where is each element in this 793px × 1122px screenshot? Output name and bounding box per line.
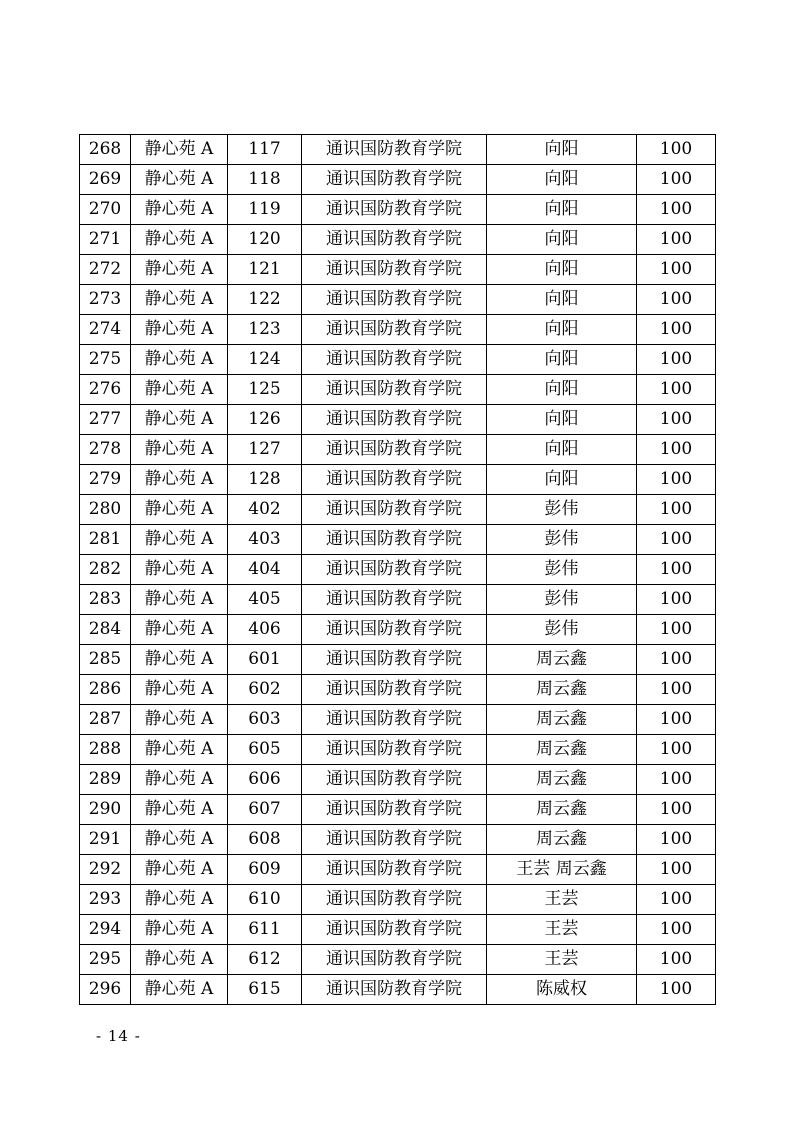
person-cell: 周云鑫 [487,645,637,675]
college-cell: 通识国防教育学院 [302,975,487,1005]
row-number-cell: 286 [80,675,131,705]
college-cell: 通识国防教育学院 [302,735,487,765]
college-cell: 通识国防教育学院 [302,315,487,345]
table-row [80,255,716,285]
score-cell: 100 [637,225,716,255]
table-row [80,855,716,885]
row-number-cell: 268 [80,135,131,165]
building-cell: 静心苑 A [131,585,228,615]
row-number-cell: 292 [80,855,131,885]
score-cell: 100 [637,975,716,1005]
building-cell: 静心苑 A [131,195,228,225]
college-cell: 通识国防教育学院 [302,825,487,855]
person-cell: 彭伟 [487,555,637,585]
row-number-cell: 294 [80,915,131,945]
building-cell: 静心苑 A [131,345,228,375]
room-number-cell: 405 [228,585,302,615]
college-cell: 通识国防教育学院 [302,855,487,885]
college-cell: 通识国防教育学院 [302,285,487,315]
person-cell: 向阳 [487,195,637,225]
building-cell: 静心苑 A [131,735,228,765]
college-cell: 通识国防教育学院 [302,705,487,735]
row-number-cell: 273 [80,285,131,315]
person-cell: 向阳 [487,465,637,495]
table-row [80,795,716,825]
person-cell: 向阳 [487,135,637,165]
person-cell: 周云鑫 [487,795,637,825]
college-cell: 通识国防教育学院 [302,495,487,525]
table-row [80,975,716,1005]
row-number-cell: 281 [80,525,131,555]
room-number-cell: 611 [228,915,302,945]
room-number-cell: 124 [228,345,302,375]
room-number-cell: 118 [228,165,302,195]
table-row [80,345,716,375]
row-number-cell: 276 [80,375,131,405]
row-number-cell: 283 [80,585,131,615]
person-cell: 彭伟 [487,495,637,525]
person-cell: 向阳 [487,405,637,435]
building-cell: 静心苑 A [131,675,228,705]
room-number-cell: 606 [228,765,302,795]
score-cell: 100 [637,705,716,735]
room-number-cell: 602 [228,675,302,705]
score-cell: 100 [637,195,716,225]
score-cell: 100 [637,945,716,975]
college-cell: 通识国防教育学院 [302,945,487,975]
row-number-cell: 288 [80,735,131,765]
college-cell: 通识国防教育学院 [302,225,487,255]
score-cell: 100 [637,255,716,285]
row-number-cell: 280 [80,495,131,525]
dormitory-score-table [79,134,716,1005]
table-row [80,945,716,975]
building-cell: 静心苑 A [131,615,228,645]
score-cell: 100 [637,465,716,495]
table-row [80,555,716,585]
row-number-cell: 279 [80,465,131,495]
table-row [80,825,716,855]
room-number-cell: 123 [228,315,302,345]
building-cell: 静心苑 A [131,375,228,405]
row-number-cell: 275 [80,345,131,375]
row-number-cell: 274 [80,315,131,345]
table-row [80,765,716,795]
person-cell: 周云鑫 [487,765,637,795]
person-cell: 陈威权 [487,975,637,1005]
table-row [80,705,716,735]
building-cell: 静心苑 A [131,855,228,885]
building-cell: 静心苑 A [131,285,228,315]
person-cell: 向阳 [487,435,637,465]
person-cell: 彭伟 [487,525,637,555]
college-cell: 通识国防教育学院 [302,255,487,285]
person-cell: 向阳 [487,255,637,285]
table-row [80,195,716,225]
table-row [80,285,716,315]
room-number-cell: 121 [228,255,302,285]
room-number-cell: 609 [228,855,302,885]
person-cell: 王芸 [487,945,637,975]
person-cell: 向阳 [487,285,637,315]
score-cell: 100 [637,885,716,915]
table-row [80,165,716,195]
score-cell: 100 [637,855,716,885]
table-row [80,675,716,705]
table-body [80,135,716,1005]
room-number-cell: 406 [228,615,302,645]
person-cell: 周云鑫 [487,675,637,705]
table-row [80,885,716,915]
building-cell: 静心苑 A [131,225,228,255]
row-number-cell: 295 [80,945,131,975]
college-cell: 通识国防教育学院 [302,435,487,465]
row-number-cell: 290 [80,795,131,825]
person-cell: 周云鑫 [487,825,637,855]
college-cell: 通识国防教育学院 [302,675,487,705]
score-cell: 100 [637,495,716,525]
building-cell: 静心苑 A [131,645,228,675]
college-cell: 通识国防教育学院 [302,135,487,165]
room-number-cell: 404 [228,555,302,585]
building-cell: 静心苑 A [131,945,228,975]
table-row [80,465,716,495]
person-cell: 王芸 [487,915,637,945]
building-cell: 静心苑 A [131,405,228,435]
table-row [80,435,716,465]
score-cell: 100 [637,345,716,375]
score-cell: 100 [637,645,716,675]
college-cell: 通识国防教育学院 [302,765,487,795]
room-number-cell: 120 [228,225,302,255]
person-cell: 王芸 [487,885,637,915]
room-number-cell: 608 [228,825,302,855]
college-cell: 通识国防教育学院 [302,555,487,585]
college-cell: 通识国防教育学院 [302,465,487,495]
college-cell: 通识国防教育学院 [302,375,487,405]
room-number-cell: 603 [228,705,302,735]
score-cell: 100 [637,525,716,555]
row-number-cell: 282 [80,555,131,585]
page-number: - 14 - [96,1027,141,1045]
row-number-cell: 271 [80,225,131,255]
score-cell: 100 [637,555,716,585]
score-cell: 100 [637,585,716,615]
room-number-cell: 127 [228,435,302,465]
college-cell: 通识国防教育学院 [302,195,487,225]
college-cell: 通识国防教育学院 [302,405,487,435]
room-number-cell: 125 [228,375,302,405]
row-number-cell: 272 [80,255,131,285]
row-number-cell: 296 [80,975,131,1005]
table-row [80,375,716,405]
room-number-cell: 119 [228,195,302,225]
score-cell: 100 [637,915,716,945]
row-number-cell: 285 [80,645,131,675]
college-cell: 通识国防教育学院 [302,885,487,915]
building-cell: 静心苑 A [131,555,228,585]
score-cell: 100 [637,165,716,195]
person-cell: 王芸 周云鑫 [487,855,637,885]
score-cell: 100 [637,675,716,705]
table-row [80,495,716,525]
score-cell: 100 [637,825,716,855]
building-cell: 静心苑 A [131,705,228,735]
room-number-cell: 615 [228,975,302,1005]
person-cell: 周云鑫 [487,705,637,735]
person-cell: 向阳 [487,315,637,345]
person-cell: 彭伟 [487,615,637,645]
room-number-cell: 402 [228,495,302,525]
room-number-cell: 601 [228,645,302,675]
row-number-cell: 293 [80,885,131,915]
room-number-cell: 126 [228,405,302,435]
building-cell: 静心苑 A [131,465,228,495]
score-cell: 100 [637,795,716,825]
room-number-cell: 610 [228,885,302,915]
row-number-cell: 269 [80,165,131,195]
row-number-cell: 270 [80,195,131,225]
building-cell: 静心苑 A [131,885,228,915]
table-row [80,585,716,615]
person-cell: 向阳 [487,375,637,405]
row-number-cell: 278 [80,435,131,465]
score-cell: 100 [637,405,716,435]
college-cell: 通识国防教育学院 [302,645,487,675]
building-cell: 静心苑 A [131,975,228,1005]
college-cell: 通识国防教育学院 [302,915,487,945]
building-cell: 静心苑 A [131,315,228,345]
score-cell: 100 [637,615,716,645]
score-cell: 100 [637,435,716,465]
college-cell: 通识国防教育学院 [302,525,487,555]
row-number-cell: 277 [80,405,131,435]
table-row [80,225,716,255]
college-cell: 通识国防教育学院 [302,615,487,645]
person-cell: 向阳 [487,345,637,375]
building-cell: 静心苑 A [131,255,228,285]
row-number-cell: 289 [80,765,131,795]
room-number-cell: 612 [228,945,302,975]
building-cell: 静心苑 A [131,435,228,465]
college-cell: 通识国防教育学院 [302,345,487,375]
table-row [80,405,716,435]
building-cell: 静心苑 A [131,495,228,525]
building-cell: 静心苑 A [131,135,228,165]
score-cell: 100 [637,285,716,315]
person-cell: 向阳 [487,165,637,195]
table-row [80,915,716,945]
building-cell: 静心苑 A [131,825,228,855]
building-cell: 静心苑 A [131,165,228,195]
college-cell: 通识国防教育学院 [302,795,487,825]
row-number-cell: 284 [80,615,131,645]
row-number-cell: 291 [80,825,131,855]
score-cell: 100 [637,735,716,765]
building-cell: 静心苑 A [131,525,228,555]
table-row [80,315,716,345]
table-row [80,735,716,765]
score-cell: 100 [637,315,716,345]
building-cell: 静心苑 A [131,765,228,795]
college-cell: 通识国防教育学院 [302,585,487,615]
table-row [80,135,716,165]
score-cell: 100 [637,135,716,165]
college-cell: 通识国防教育学院 [302,165,487,195]
building-cell: 静心苑 A [131,915,228,945]
room-number-cell: 605 [228,735,302,765]
person-cell: 彭伟 [487,585,637,615]
score-cell: 100 [637,765,716,795]
table-row [80,615,716,645]
table-row [80,645,716,675]
table-row [80,525,716,555]
room-number-cell: 117 [228,135,302,165]
room-number-cell: 403 [228,525,302,555]
room-number-cell: 607 [228,795,302,825]
score-cell: 100 [637,375,716,405]
row-number-cell: 287 [80,705,131,735]
person-cell: 向阳 [487,225,637,255]
room-number-cell: 128 [228,465,302,495]
building-cell: 静心苑 A [131,795,228,825]
person-cell: 周云鑫 [487,735,637,765]
room-number-cell: 122 [228,285,302,315]
